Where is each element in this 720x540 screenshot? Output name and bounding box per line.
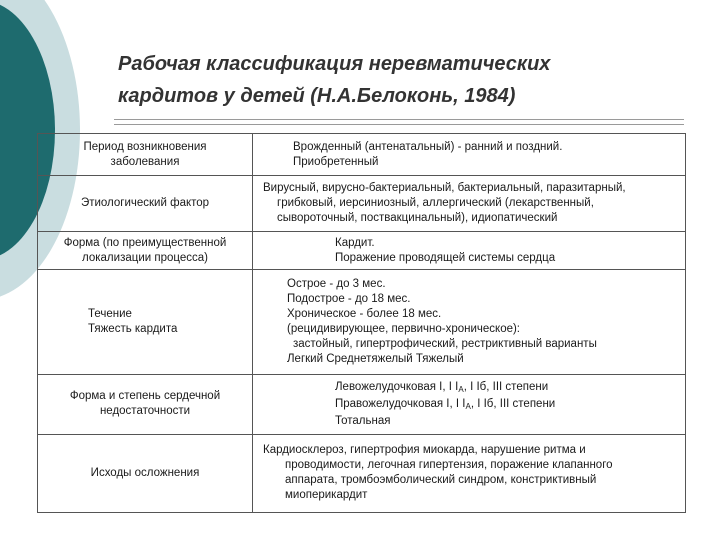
label-line: Форма и степень сердечной	[69, 390, 221, 403]
value-line: Правожелудочковая I, I $I_А$, I Iб, III степени	[335, 397, 556, 411]
title-divider-bottom	[114, 124, 684, 125]
classification-table	[37, 133, 686, 513]
row-label	[38, 134, 253, 176]
value-line: грибковый, иерсиниозный, аллергический (лекарственный,	[277, 197, 594, 210]
table-row	[38, 134, 686, 176]
label-line: Течение	[88, 307, 132, 320]
row-label	[38, 176, 253, 232]
value-line: Кардит.	[335, 236, 375, 249]
value-line: миоперикардит	[285, 489, 368, 502]
row-label	[38, 374, 253, 434]
value-line: аппарата, тромбоэмболический синдром, констриктивный	[285, 474, 597, 487]
table-row	[38, 434, 686, 512]
value-line: Поражение проводящей системы сердца	[335, 251, 556, 264]
value-line: Приобретенный	[293, 155, 379, 168]
label-line: локализации процесса)	[82, 251, 208, 264]
value-line: сывороточный, поствакцинальный), идиопатический	[277, 212, 558, 225]
row-value	[253, 176, 686, 232]
label-line: Исходы осложнения	[90, 466, 200, 479]
row-label	[38, 232, 253, 270]
row-label	[38, 434, 253, 512]
value-line: Кардиосклероз, гипертрофия миокарда, нарушение ритма и	[263, 444, 586, 457]
value-line: Подострое - до 18 мес.	[287, 292, 411, 305]
title-line-1: Рабочая классификация неревматических	[118, 53, 551, 75]
label-line: Тяжесть кардита	[88, 322, 178, 335]
value-line: Вирусный, вирусно-бактериальный, бактериальный, паразитарный,	[263, 182, 626, 195]
label-line: недостаточности	[99, 405, 191, 418]
value-line: Врожденный (антенатальный) - ранний и поздний.	[293, 140, 563, 153]
value-line: Острое - до 3 мес.	[287, 277, 386, 290]
label-line: Период возникновения	[83, 140, 207, 153]
value-line: проводимости, легочная гипертензия, поражение клапанного	[285, 459, 613, 472]
row-label	[38, 270, 253, 374]
value-line: (рецидивирующее, первично-хроническое):	[287, 322, 521, 335]
row-value	[253, 134, 686, 176]
table-row	[38, 374, 686, 434]
value-line: Тотальная	[335, 414, 391, 427]
table-row	[38, 232, 686, 270]
label-line: Этиологический фактор	[80, 197, 210, 210]
value-line: Легкий Среднетяжелый Тяжелый	[287, 352, 464, 365]
row-value	[253, 434, 686, 512]
value-line: застойный, гипертрофический, рестриктивный варианты	[293, 337, 597, 350]
value-line: Левожелудочковая I, I $I_А$, I Iб, III степени	[335, 380, 549, 394]
row-value	[253, 374, 686, 434]
row-value	[253, 270, 686, 374]
label-line: заболевания	[110, 155, 180, 168]
title-line-2: кардитов у детей (Н.А.Белоконь, 1984)	[118, 85, 516, 107]
label-line: Форма (по преимущественной	[63, 236, 227, 249]
row-value	[253, 232, 686, 270]
slide-title	[118, 48, 678, 112]
title-divider-top	[114, 119, 684, 120]
value-line: Хроническое - более 18 мес.	[287, 307, 442, 320]
table-row	[38, 270, 686, 374]
table-row	[38, 176, 686, 232]
